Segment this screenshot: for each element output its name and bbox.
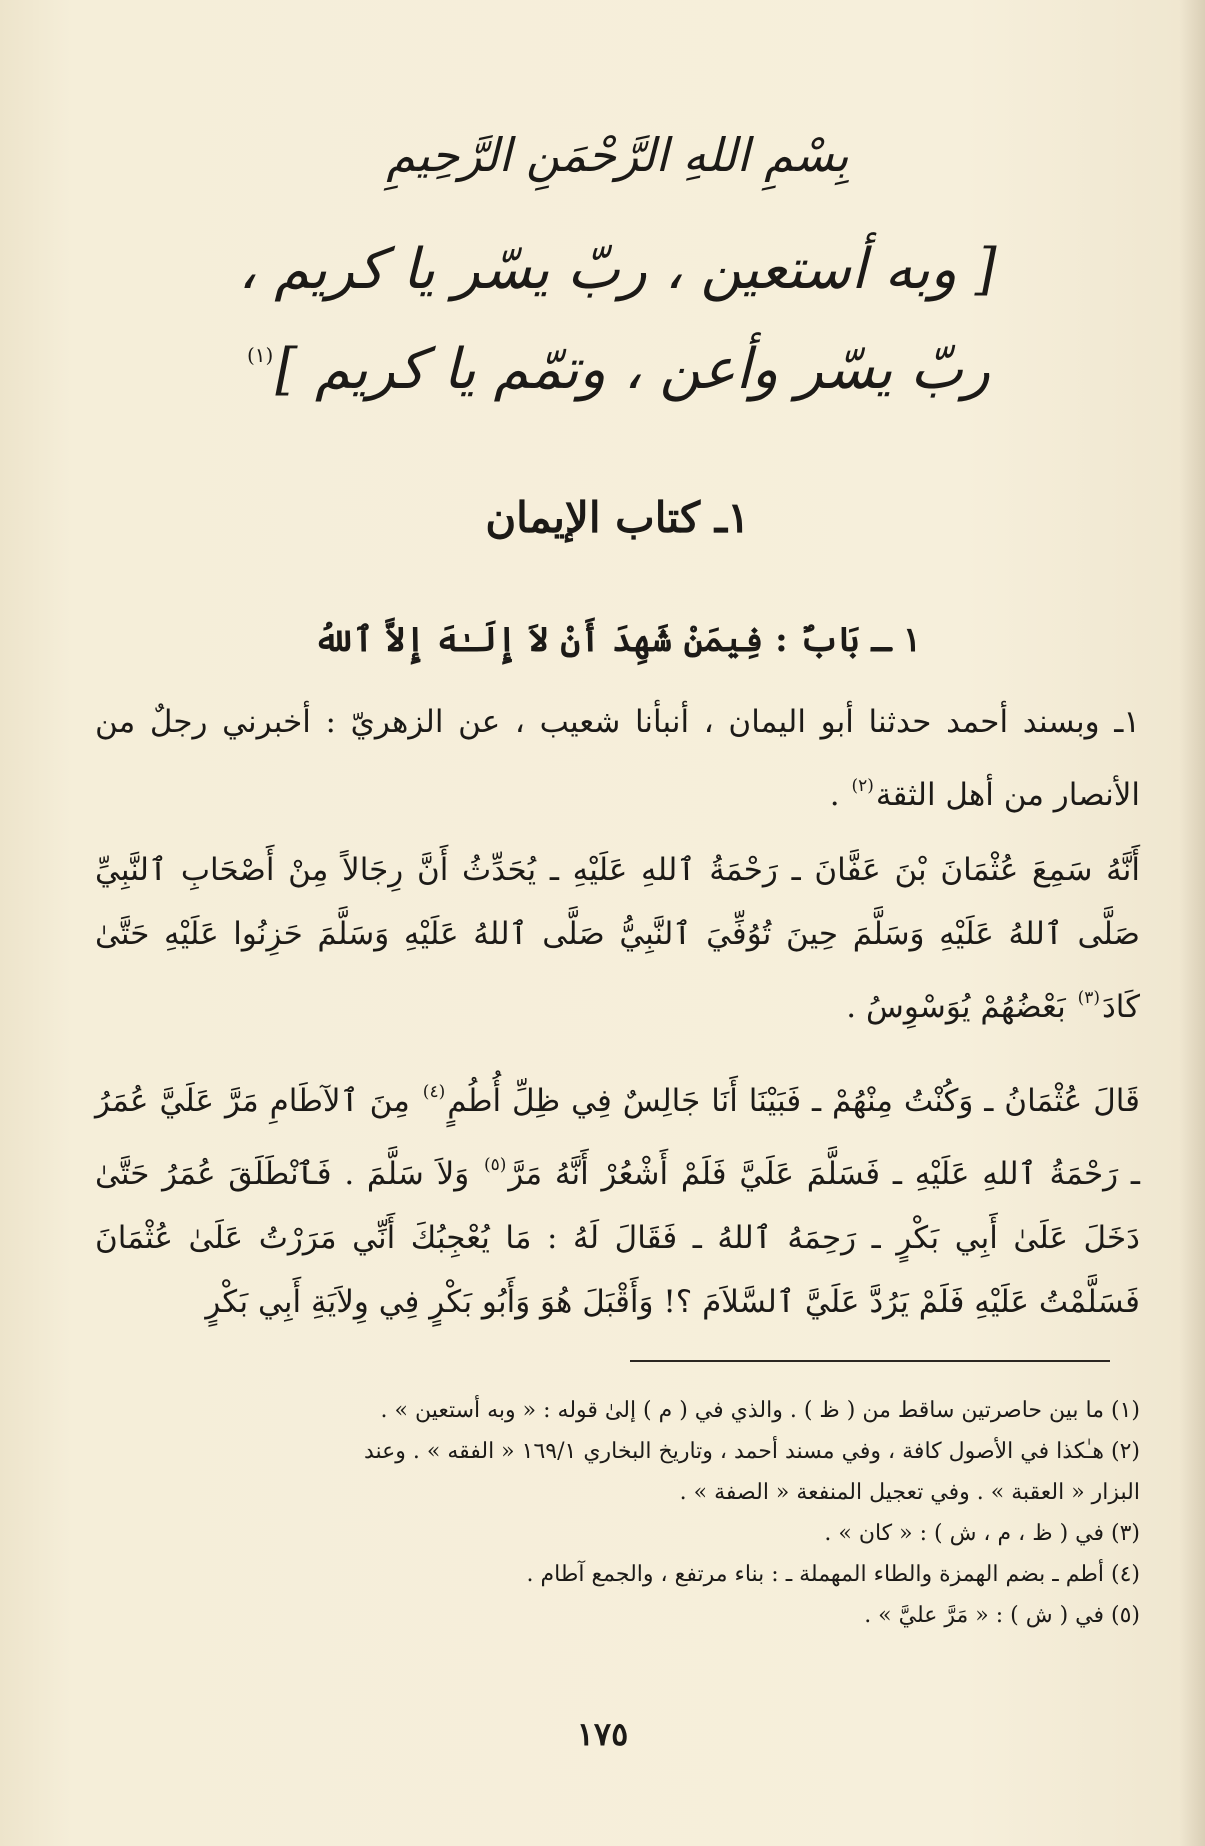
book-title: ١ـ كتاب الإيمان: [485, 493, 750, 542]
footnotes: [95, 1390, 1140, 1636]
footnote-ref-1: (١): [246, 343, 274, 367]
footnote-5: (٥) في ( ش ) : « مَرَّ عليَّ » .: [864, 1603, 1140, 1628]
isnad-end: .: [829, 777, 850, 813]
footnote-ref-2: (٢): [851, 776, 874, 796]
hadith-text-2b: مِنَ ٱلآطَامِ مَرَّ عَلَيَّ عُمَرُ ـ رَحْمَةُ ٱللهِ عَلَيْهِ ـ فَسَلَّمَ عَلَيَّ فَلَمْ أَشْعُرْ أَنَّهُ مَرَّ: [95, 1083, 1140, 1192]
spine-shadow: [1179, 0, 1205, 1846]
footnote-1: (١) ما بين حاصرتين ساقط من ( ظ ) . والذي في ( م ) إلىٰ قوله : « وبه أستعين » .: [380, 1398, 1140, 1423]
footnote-separator: [630, 1360, 1110, 1362]
footnote-2: (٢) هـٰكذا في الأصول كافة ، وفي مسند أحمد ، وتاريخ البخاري ١٦٩/١ « الفقه » . وعند: [363, 1439, 1140, 1464]
hadith-paragraph-2: [95, 1060, 1140, 1334]
footnote-ref-4: (٤): [422, 1082, 446, 1102]
hadith-paragraph-1: [95, 838, 1140, 1039]
hadith-text-2a: قَالَ عُثْمَانُ ـ وَكُنْتُ مِنْهُمْ ـ فَبَيْنَا أَنَا جَالِسٌ فِي ظِلِّ أُطُمٍ: [447, 1083, 1140, 1119]
page-number: ١٧٥: [576, 1715, 629, 1753]
hadith-text-1a: أَنَّهُ سَمِعَ عُثْمَانَ بْنَ عَفَّانَ ـ رَحْمَةُ ٱللهِ عَلَيْهِ ـ يُحَدِّثُ أَنَّ رِجَالاً مِنْ أَصْحَابِ ٱلنَّبِيِّ صَلَّى ٱللهُ عَلَيْهِ وَسَلَّمَ حِينَ تُوُفِّيَ ٱلنَّبِيُّ صَلَّى ٱللهُ عَلَيْهِ وَسَلَّمَ حَزِنُوا عَلَيْهِ حَتَّىٰ كَادَ: [95, 852, 1140, 1025]
opening-invocation-line1: [95, 230, 1140, 310]
footnote-3: (٣) في ( ظ ، م ، ش ) : « كان » .: [824, 1521, 1140, 1546]
hadith-text-2c: وَلاَ سَلَّمَ . فَٱنْطَلَقَ عُمَرُ حَتَّىٰ دَخَلَ عَلَىٰ أَبِي بَكْرٍ ـ رَحِمَهُ ٱللهُ ـ فَقَالَ لَهُ : مَا يُعْجِبُكَ أَنِّي مَرَرْتُ عَلَىٰ عُثْمَانَ فَسَلَّمْتُ عَلَيْهِ فَلَمْ يَرُدَّ عَلَيَّ ٱلسَّلاَمَ ؟! وَأَقْبَلَ هُوَ وَأَبُو بَكْرٍ فِي وِلاَيَةِ أَبِي بَكْرٍ: [95, 1156, 1140, 1320]
opening-line2-text: ربّ يسّر وأعن ، وتمّم يا كريم ]: [275, 337, 991, 402]
chapter-title: ١ ـ بَابٌ : فِيمَنْ شَهِدَ أَنْ لاَ إِلَـٰهَ إِلاَّ ٱللهُ: [313, 620, 922, 660]
basmala: بِسْمِ اللهِ الرَّحْمَنِ الرَّحِيمِ: [386, 128, 849, 182]
footnote-4: (٤) أطم ـ بضم الهمزة والطاء المهملة ـ : بناء مرتفع ، والجمع آطام .: [526, 1562, 1140, 1587]
opening-line1-text: [ وبه أستعين ، ربّ يسّر يا كريم ،: [238, 237, 997, 302]
hadith-text-1b: بَعْضُهُمْ يُوَسْوِسُ .: [846, 989, 1076, 1025]
footnote-ref-3: (٣): [1077, 988, 1100, 1008]
footnote-ref-5: (٥): [483, 1155, 507, 1175]
isnad-text: ١ـ وبسند أحمد حدثنا أبو اليمان ، أنبأنا شعيب ، عن الزهريّ : أخبرني رجلٌ من الأنصار من أهل الثقة: [95, 704, 1140, 813]
hadith-isnad-paragraph: [95, 690, 1140, 827]
footnote-2-continued: البزار « العقبة » . وفي تعجيل المنفعة « الصفة » .: [679, 1480, 1140, 1505]
opening-invocation-line2: [95, 315, 1140, 410]
